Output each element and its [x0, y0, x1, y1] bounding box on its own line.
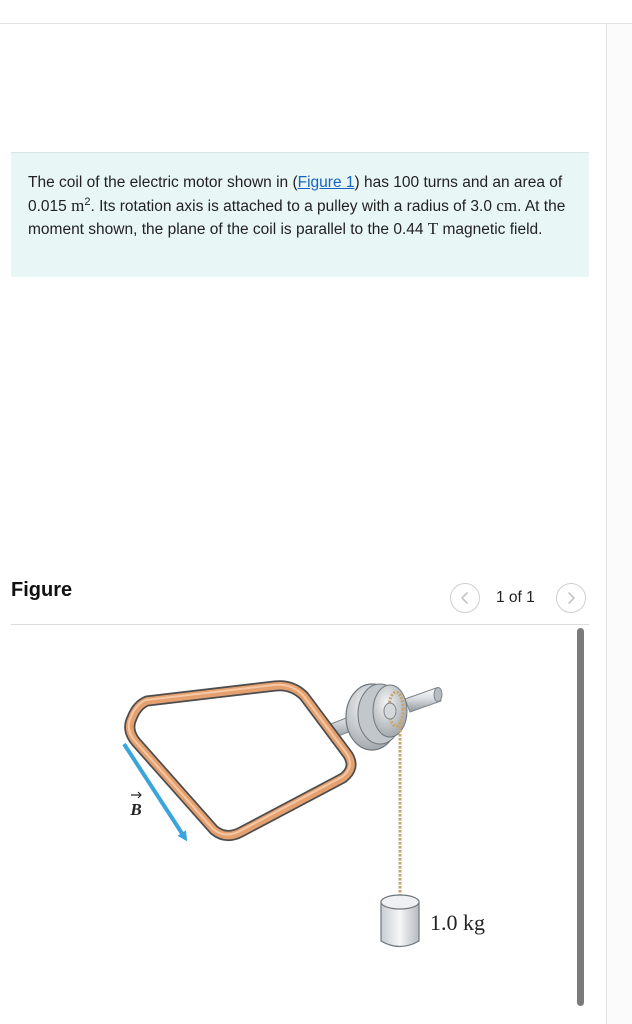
- field-label: B: [130, 800, 142, 819]
- problem-text-part: . At the moment shown, the plane of the coil is parallel to the 0.44: [28, 197, 566, 238]
- area-exponent: 2: [84, 195, 91, 208]
- top-divider: [0, 23, 632, 24]
- figure-pagination: 1 of 1: [496, 589, 535, 606]
- right-side-panel: [606, 24, 632, 1024]
- problem-text-part: magnetic field.: [438, 221, 543, 238]
- scrollbar-thumb[interactable]: [577, 628, 584, 1006]
- radius-unit: cm: [496, 195, 518, 215]
- motor-coil: [129, 685, 351, 836]
- field-unit: T: [427, 219, 439, 238]
- problem-text-part: The coil of the electric motor shown in (: [28, 174, 298, 191]
- problem-text: [28, 172, 572, 242]
- problem-statement: [11, 152, 589, 277]
- chevron-right-icon: [565, 591, 577, 605]
- mass-label: 1.0 kg: [430, 910, 485, 935]
- pulley: [346, 684, 407, 750]
- chevron-left-icon: [459, 591, 471, 605]
- previous-figure-button[interactable]: [450, 583, 480, 613]
- area-unit: m: [71, 195, 85, 215]
- next-figure-button[interactable]: [556, 583, 586, 613]
- figure-heading: Figure: [11, 579, 73, 601]
- figure-link[interactable]: Figure 1: [297, 174, 355, 191]
- hanging-mass: [381, 895, 419, 947]
- motor-figure: [0, 625, 575, 1020]
- problem-text-part: ) has 100 turns and an area of 0.015: [28, 174, 563, 215]
- problem-text-part: . Its rotation axis is attached to a pulley with a radius of 3.0: [90, 197, 497, 215]
